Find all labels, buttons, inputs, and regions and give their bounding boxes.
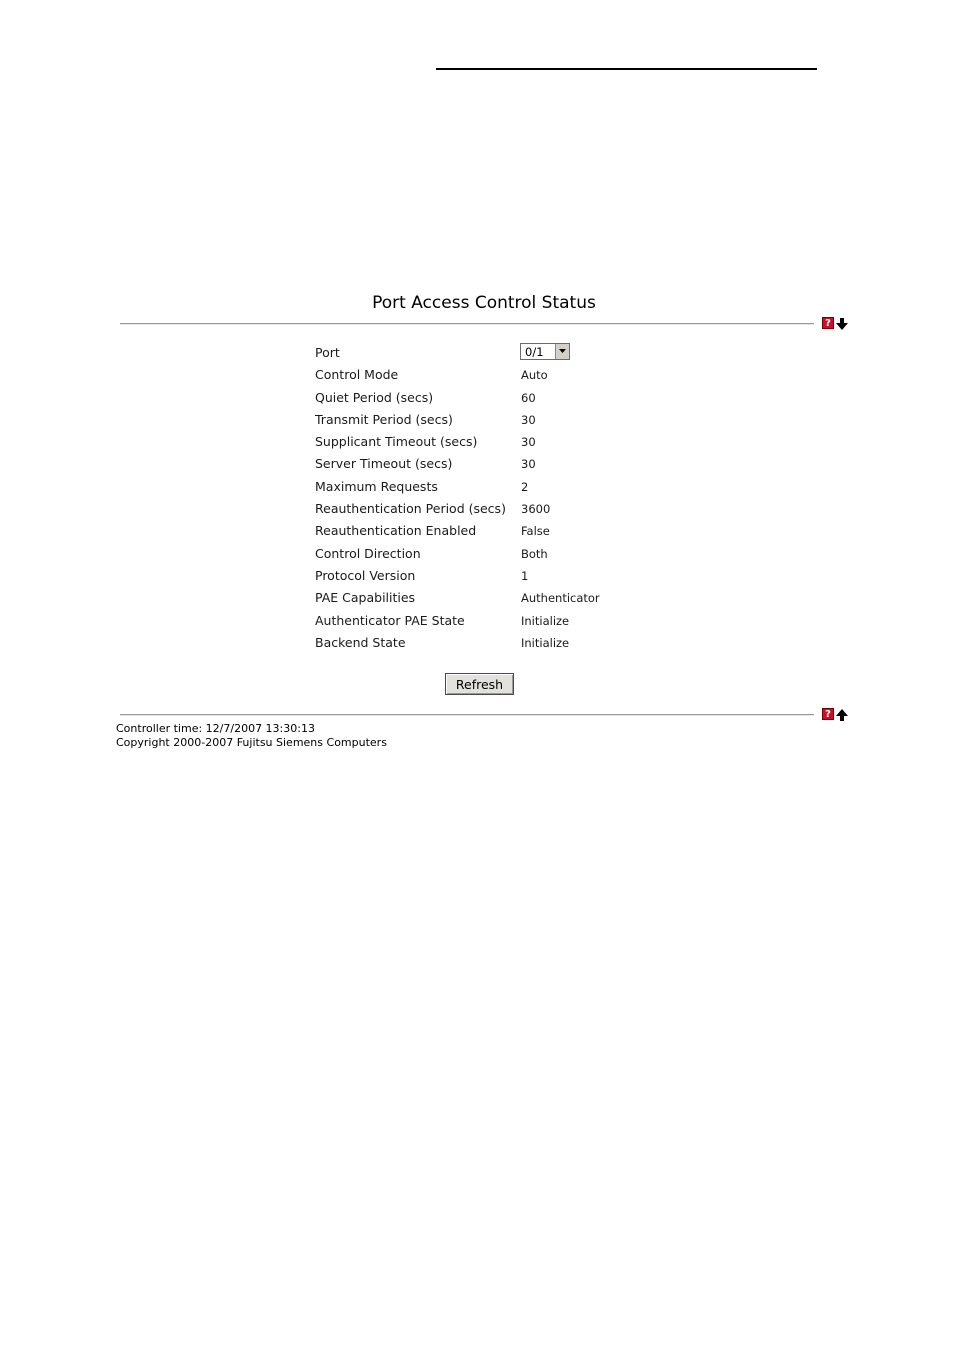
status-table [315, 342, 735, 654]
reauth-period-label: Reauthentication Period (secs) [315, 501, 506, 517]
refresh-button[interactable]: Refresh [445, 673, 514, 695]
row-auth-pae-state [315, 610, 735, 632]
auth-pae-state-label: Authenticator PAE State [315, 612, 465, 628]
row-transmit-period [315, 409, 735, 431]
backend-state-label: Backend State [315, 634, 406, 650]
help-icon[interactable]: ? [822, 708, 834, 720]
pae-capabilities-label: PAE Capabilities [315, 590, 416, 606]
chevron-down-icon [559, 349, 566, 353]
backend-state-value: Initialize [521, 635, 570, 650]
arrow-up-icon[interactable] [836, 709, 848, 721]
page-title: Port Access Control Status [372, 293, 596, 313]
row-backend-state [315, 632, 735, 654]
help-icon[interactable]: ? [822, 317, 834, 329]
controller-time: Controller time: 12/7/2007 13:30:13 [116, 722, 315, 735]
row-port [315, 342, 735, 364]
maximum-requests-value: 2 [521, 479, 529, 494]
reauth-period-value: 3600 [521, 502, 551, 517]
port-select[interactable] [520, 343, 570, 360]
server-timeout-value: 30 [521, 457, 536, 472]
supplicant-timeout-value: 30 [521, 435, 536, 450]
protocol-version-label: Protocol Version [315, 567, 416, 583]
auth-pae-state-value: Initialize [521, 613, 570, 628]
row-control-mode [315, 364, 735, 386]
control-mode-label: Control Mode [315, 367, 399, 383]
control-direction-label: Control Direction [315, 545, 421, 561]
row-reauth-period [315, 498, 735, 520]
row-control-direction [315, 543, 735, 565]
row-server-timeout [315, 453, 735, 475]
top-rule [436, 68, 817, 70]
server-timeout-label: Server Timeout (secs) [315, 456, 453, 472]
row-protocol-version [315, 565, 735, 587]
top-divider [120, 323, 814, 325]
transmit-period-value: 30 [521, 412, 536, 427]
port-label: Port [315, 345, 340, 360]
quiet-period-value: 60 [521, 390, 536, 405]
protocol-version-value: 1 [521, 568, 529, 583]
row-quiet-period [315, 387, 735, 409]
row-reauth-enabled [315, 520, 735, 542]
maximum-requests-label: Maximum Requests [315, 478, 438, 494]
transmit-period-label: Transmit Period (secs) [315, 411, 453, 427]
port-select-value: 0/1 [525, 345, 544, 359]
footer [116, 722, 387, 749]
row-supplicant-timeout [315, 431, 735, 453]
quiet-period-label: Quiet Period (secs) [315, 389, 434, 405]
pae-capabilities-value: Authenticator [521, 591, 600, 606]
control-mode-value: Auto [521, 368, 548, 383]
supplicant-timeout-label: Supplicant Timeout (secs) [315, 434, 478, 450]
control-direction-value: Both [521, 546, 548, 561]
dropdown-button[interactable] [555, 344, 569, 359]
copyright: Copyright 2000-2007 Fujitsu Siemens Computers [116, 735, 387, 749]
reauth-enabled-value: False [521, 524, 550, 539]
row-maximum-requests [315, 476, 735, 498]
arrow-down-icon[interactable] [836, 318, 848, 330]
bottom-divider [120, 714, 814, 716]
row-pae-capabilities [315, 587, 735, 609]
reauth-enabled-label: Reauthentication Enabled [315, 523, 477, 539]
